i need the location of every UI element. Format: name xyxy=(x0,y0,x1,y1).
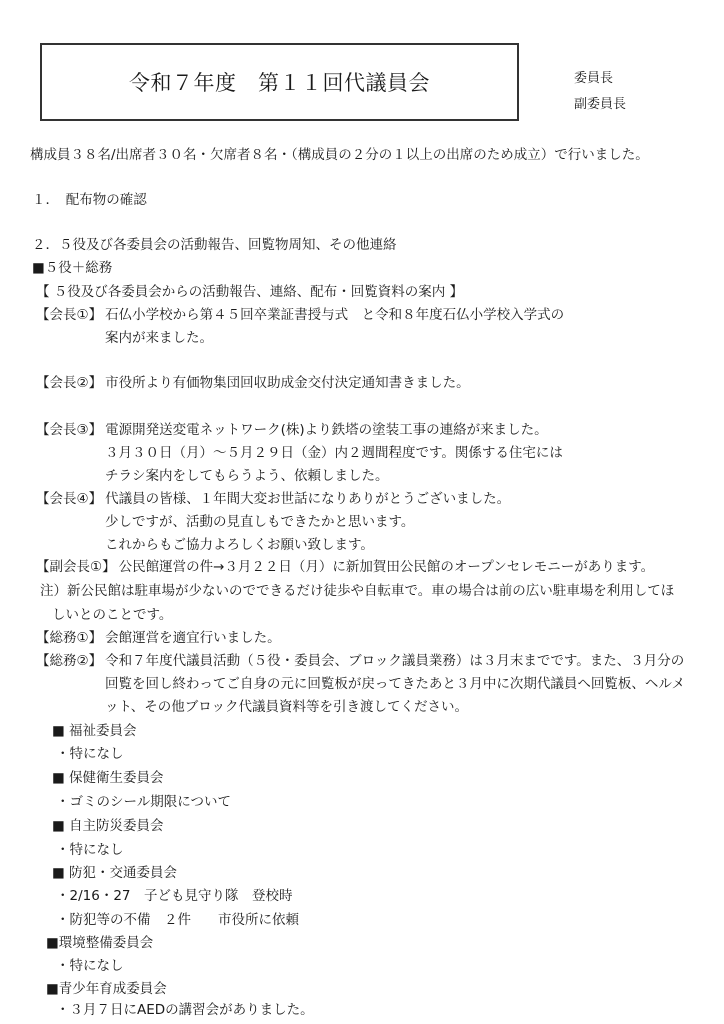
committee-item: ・特になし xyxy=(56,958,124,974)
reports-bracket-heading: 【 ５役及び各委員会からの活動報告、連絡、配布・回覧資料の案内 】 xyxy=(36,284,464,300)
report-text: ３月３０日（月）～５月２９日（金）内２週間程度です。関係する住宅には xyxy=(105,445,563,461)
report-text: 回覧を回し終わってご自身の元に回覧板が戻ってきたあと３月中に次期代議員へ回覧板、ヘルメ xyxy=(105,676,685,692)
title-box xyxy=(40,43,519,121)
report-tag: 【総務②】 xyxy=(36,653,103,669)
officers-block xyxy=(574,66,626,118)
section-1-heading: １． 配布物の確認 xyxy=(32,192,147,208)
committee-heading: ■ 保健衛生委員会 xyxy=(52,770,164,786)
report-text: 案内が来ました。 xyxy=(105,330,213,346)
page-title: 令和７年度 第１１回代議員会 xyxy=(129,71,430,95)
report-item xyxy=(36,629,281,647)
report-item xyxy=(36,421,548,439)
report-tag: 【会長②】 xyxy=(36,375,103,391)
report-text: これからもご協力よろしくお願い致します。 xyxy=(105,537,374,553)
report-tag: 【会長④】 xyxy=(36,491,103,507)
report-text: 少しですが、活動の見直しもできたかと思います。 xyxy=(105,514,415,530)
committee-heading: ■ 自主防災委員会 xyxy=(52,818,164,834)
report-text: 代議員の皆様、１年間大変お世話になりありがとうございました。 xyxy=(105,491,511,507)
committee-heading: ■環境整備委員会 xyxy=(46,935,154,951)
report-item xyxy=(36,374,470,392)
committee-item: ・防犯等の不備 ２件 市役所に依頼 xyxy=(56,912,299,928)
report-text: ット、その他ブロック代議員資料等を引き渡してください。 xyxy=(105,699,469,715)
officers-subheading: ■５役＋総務 xyxy=(32,260,113,276)
report-item xyxy=(36,652,684,670)
committee-item: ・３月７日にAEDの講習会がありました。 xyxy=(56,1002,314,1018)
report-tag: 【副会長①】 xyxy=(36,559,116,575)
report-item xyxy=(36,558,654,576)
report-item xyxy=(36,490,510,508)
committee-heading: ■ 福祉委員会 xyxy=(52,723,137,739)
report-note: 注）新公民館は駐車場が少ないのでできるだけ徒歩や自転車で。車の場合は前の広い駐車場を利用してほ xyxy=(40,583,675,599)
report-tag: 【会長①】 xyxy=(36,307,103,323)
report-text: チラシ案内をしてもらうよう、依頼しました。 xyxy=(105,468,389,484)
report-text: 公民館運営の件→３月２２日（月）に新加賀田公民館のオープンセレモニーがあります。 xyxy=(118,559,655,575)
report-text: 電源開発送変電ネットワーク(株)より鉄塔の塗装工事の連絡が来ました。 xyxy=(105,422,548,438)
committee-item: ・ゴミのシール期限について xyxy=(56,794,231,810)
committee-item: ・2/16・27 子ども見守り隊 登校時 xyxy=(56,888,293,904)
vice-chair-label: 副委員長 xyxy=(574,97,627,112)
report-tag: 【会長③】 xyxy=(36,422,103,438)
report-text: 石仏小学校から第４５回卒業証書授与式 と令和８年度石仏小学校入学式の xyxy=(105,307,565,323)
report-text: 市役所より有価物集団回収助成金交付決定通知書きました。 xyxy=(105,375,470,391)
report-text: 令和７年度代議員活動（５役・委員会、ブロック議員業務）は３月末までです。また、３月分の xyxy=(105,653,685,669)
committee-heading: ■青少年育成委員会 xyxy=(46,981,167,997)
attendance-line: 構成員３８名/出席者３０名・欠席者８名・（構成員の２分の１以上の出席のため成立）で行いました。 xyxy=(30,147,649,163)
committee-item: ・特になし xyxy=(56,842,124,858)
committee-heading: ■ 防犯・交通委員会 xyxy=(52,865,178,881)
chair-label: 委員長 xyxy=(574,71,614,86)
report-tag: 【総務①】 xyxy=(36,630,103,646)
report-text: 会館運営を適宜行いました。 xyxy=(105,630,281,646)
committee-item: ・特になし xyxy=(56,746,124,762)
report-note: しいとのことです。 xyxy=(52,607,173,623)
report-item xyxy=(36,306,564,324)
section-2-heading: ２．５役及び各委員会の活動報告、回覧物周知、その他連絡 xyxy=(32,237,397,253)
